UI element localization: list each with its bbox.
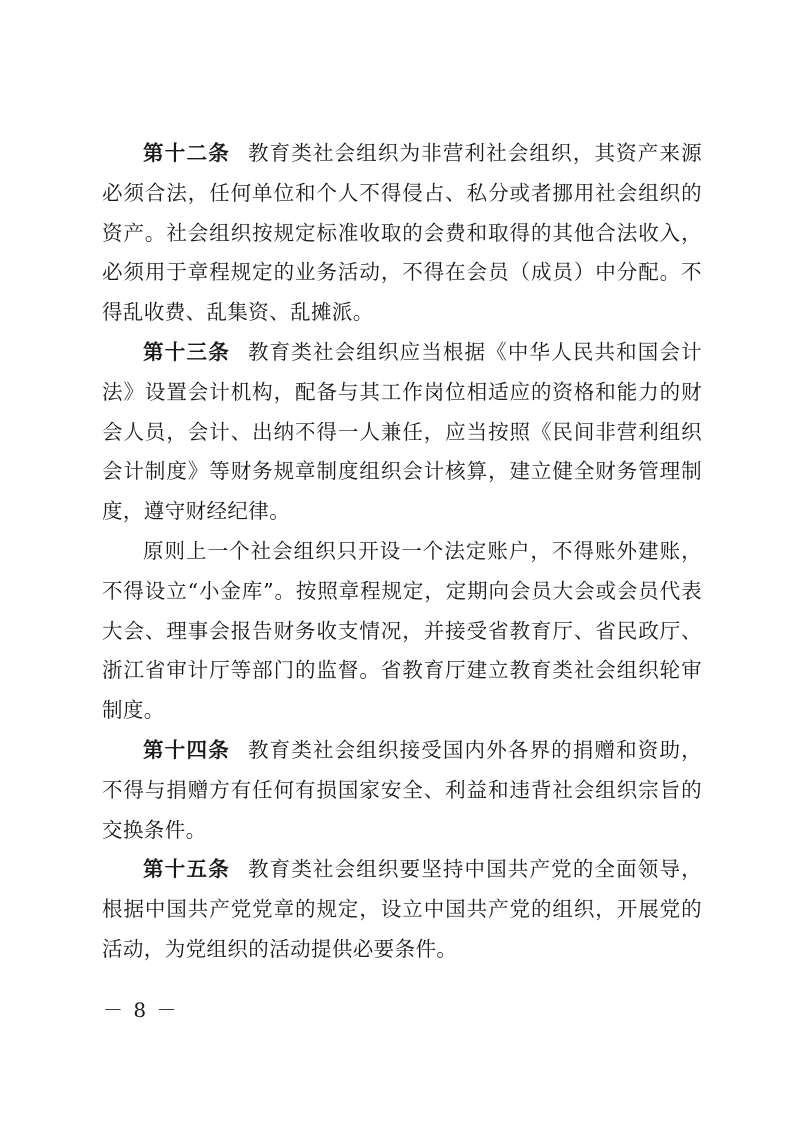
article-number: 第十三条 xyxy=(143,339,231,364)
article-13-paragraph xyxy=(102,333,702,532)
article-13-continuation-paragraph xyxy=(102,532,702,731)
article-15-paragraph xyxy=(102,850,702,969)
article-number: 第十五条 xyxy=(143,857,231,882)
article-text: 教育类社会组织应当根据《中华人民共和国会计法》设置会计机构，配备与其工作岗位相适应的资格和能力的财会人员，会计、出纳不得一人兼任，应当按照《民间非营利组织会计制度》等财务规章制度组织会计核算，建立健全财务管理制度，遵守财经纪律。 xyxy=(102,339,702,524)
paragraph-text: 原则上一个社会组织只开设一个法定账户，不得账外建账，不得设立“小金库”。按照章程规定，定期向会员大会或会员代表大会、理事会报告财务收支情况，并接受省教育厅、省民政厅、浙江省审计厅等部门的监督。省教育厅建立教育类社会组织轮审制度。 xyxy=(102,538,702,723)
article-14-paragraph xyxy=(102,731,702,850)
article-text: 教育类社会组织为非营利社会组织，其资产来源必须合法，任何单位和个人不得侵占、私分或者挪用社会组织的资产。社会组织按规定标准收取的会费和取得的其他合法收入，必须用于章程规定的业务活动，不得在会员（成员）中分配。不得乱收费、乱集资、乱摊派。 xyxy=(102,141,702,325)
article-text: 教育类社会组织接受国内外各界的捐赠和资助，不得与捐赠方有任何有损国家安全、利益和违背社会组织宗旨的交换条件。 xyxy=(102,737,702,842)
article-number: 第十四条 xyxy=(143,737,231,762)
article-12-paragraph xyxy=(102,134,702,333)
article-number: 第十二条 xyxy=(143,141,231,165)
article-text: 教育类社会组织要坚持中国共产党的全面领导，根据中国共产党党章的规定，设立中国共产党的组织，开展党的活动，为党组织的活动提供必要条件。 xyxy=(102,857,702,961)
page-number: － 8 － xyxy=(103,998,179,1022)
document-body xyxy=(102,134,702,970)
